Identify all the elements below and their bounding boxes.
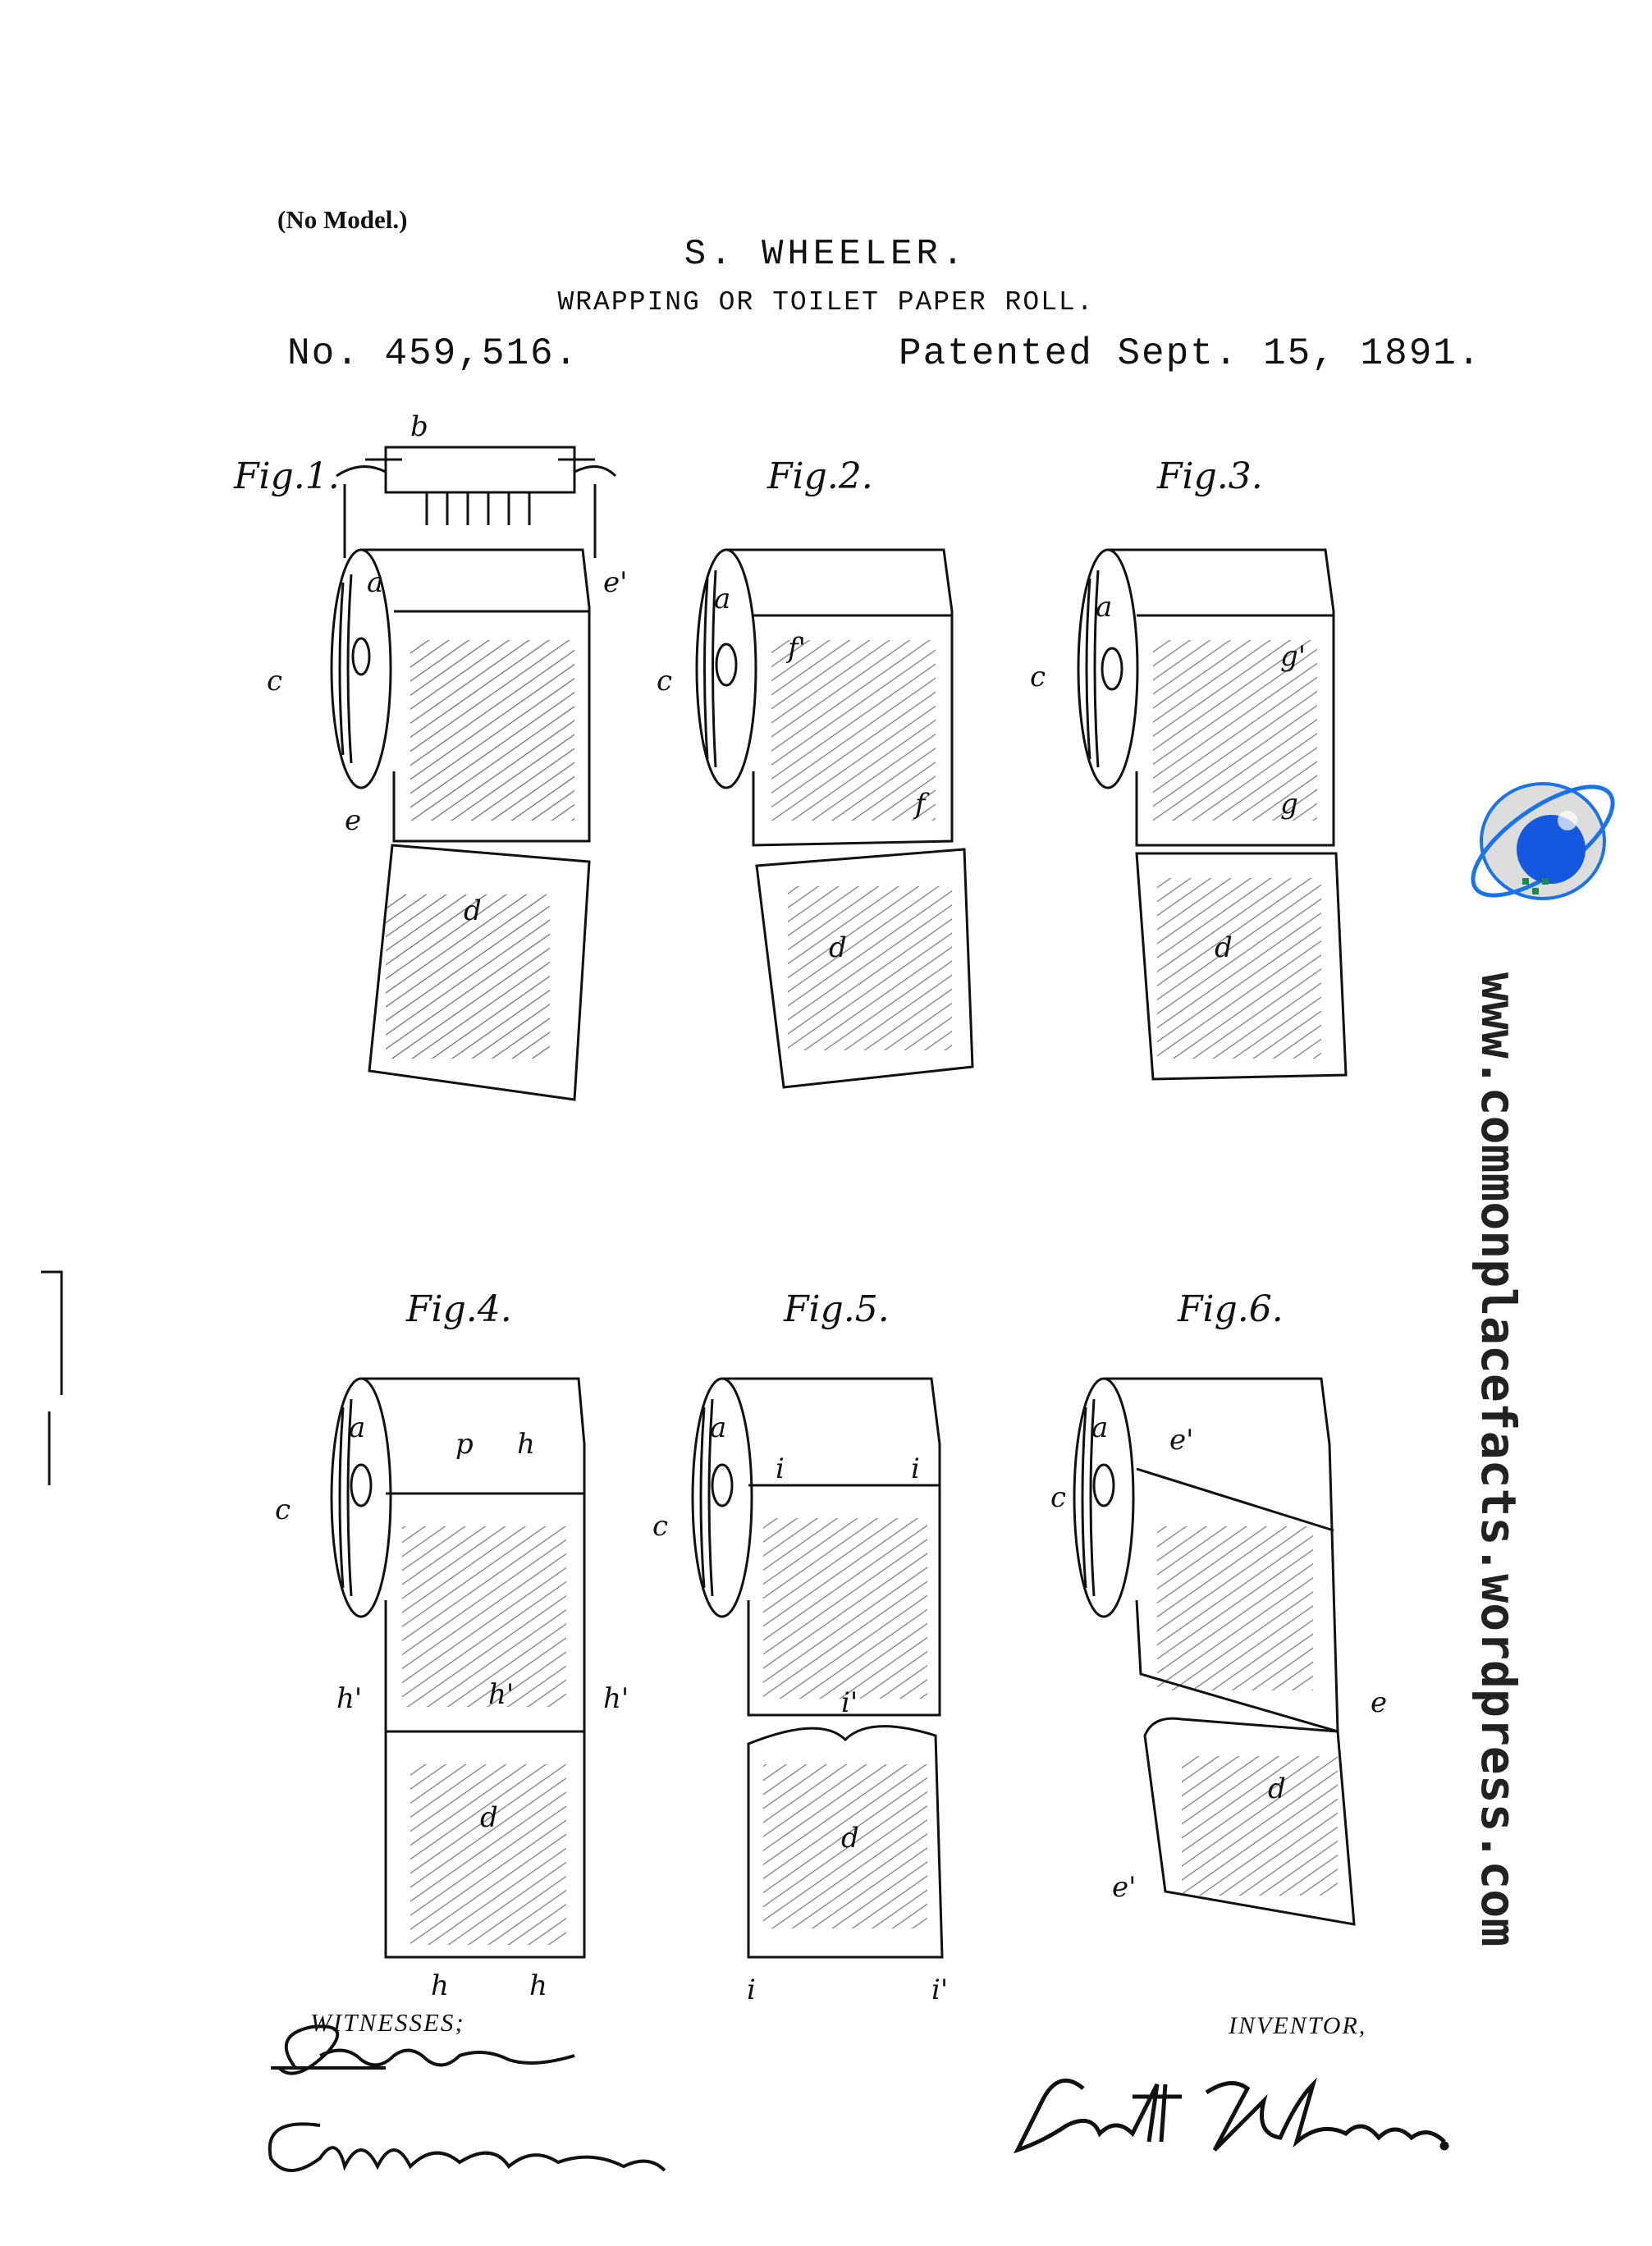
no-model-note: (No Model.) xyxy=(277,205,408,234)
witnesses-label: WITNESSES; xyxy=(310,2008,465,2037)
figure-6-label: Fig.6. xyxy=(1178,1288,1284,1330)
fig1-letter-e: e xyxy=(345,804,362,837)
fig6-letter-c: c xyxy=(1050,1481,1067,1514)
fig1-letter-a: a xyxy=(367,566,384,599)
figure-1-drawing xyxy=(332,447,615,1100)
fig5-letter-d: d xyxy=(841,1822,859,1855)
figure-3-label: Fig.3. xyxy=(1157,455,1263,497)
fig2-letter-f-prime: f' xyxy=(788,632,806,665)
patent-number: No. 459,516. xyxy=(287,332,579,375)
fig3-letter-d: d xyxy=(1215,931,1233,964)
fig4-letter-p: p xyxy=(455,1428,474,1461)
figure-2-label: Fig.2. xyxy=(767,455,873,497)
inventor-signature xyxy=(1018,2080,1447,2150)
fig5-letter-i-right: i xyxy=(911,1452,920,1485)
globe-logo-icon xyxy=(1457,767,1629,915)
fig5-letter-i-left: i xyxy=(776,1452,785,1485)
fig1-letter-b: b xyxy=(410,410,428,443)
fig4-letter-h: h xyxy=(517,1428,535,1461)
inventor-name: S. WHEELER. xyxy=(684,234,968,275)
fig3-letter-c: c xyxy=(1030,661,1046,693)
watermark xyxy=(1469,972,1535,2220)
figure-2-drawing xyxy=(697,550,972,1087)
fig2-letter-a: a xyxy=(714,583,731,615)
fig2-letter-c: c xyxy=(657,665,673,698)
fig5-letter-i-prime-bottom: i' xyxy=(931,1974,949,2006)
fig3-letter-a: a xyxy=(1096,591,1113,624)
fig6-letter-e-prime-top: e' xyxy=(1169,1424,1194,1457)
fig1-letter-e-prime: e' xyxy=(603,566,628,599)
fig6-letter-e: e xyxy=(1371,1686,1388,1719)
figure-1-label: Fig.1. xyxy=(234,455,340,497)
fig5-letter-a: a xyxy=(710,1411,727,1444)
fig4-letter-h-prime-left: h' xyxy=(336,1682,363,1715)
watermark-text: www.commonplacefacts.wordpress.com xyxy=(1471,972,1526,1947)
fig4-letter-h-bottom-right: h xyxy=(529,1969,547,2002)
inventor-label: INVENTOR, xyxy=(1229,2012,1367,2039)
fig4-letter-h-prime-center: h' xyxy=(488,1678,515,1711)
figure-5-drawing xyxy=(693,1379,942,1957)
witness-signature-2 xyxy=(270,2124,665,2171)
fig6-letter-a: a xyxy=(1091,1411,1109,1444)
figure-4-label: Fig.4. xyxy=(406,1288,512,1330)
fig4-letter-c: c xyxy=(275,1494,291,1526)
fig1-letter-c: c xyxy=(267,665,283,698)
fig5-letter-i-bottom: i xyxy=(747,1974,756,2006)
fig2-letter-d: d xyxy=(829,931,847,964)
patent-title: WRAPPING OR TOILET PAPER ROLL. xyxy=(557,287,1095,318)
fig5-letter-c: c xyxy=(652,1510,669,1543)
fig3-letter-g-prime: g' xyxy=(1280,640,1306,673)
figure-4-drawing xyxy=(332,1379,584,1957)
patent-date: Patented Sept. 15, 1891. xyxy=(899,332,1482,375)
fig6-letter-d: d xyxy=(1268,1773,1286,1805)
fig1-letter-d: d xyxy=(464,894,482,927)
fig4-letter-a: a xyxy=(349,1411,366,1444)
fig4-letter-d: d xyxy=(480,1801,498,1834)
fig2-letter-f: f xyxy=(915,788,926,821)
fig4-letter-h-bottom-left: h xyxy=(431,1969,449,2002)
fig5-letter-i-prime: i' xyxy=(841,1686,858,1719)
figure-5-label: Fig.5. xyxy=(784,1288,890,1330)
fig3-letter-g: g xyxy=(1280,788,1298,821)
fig6-letter-e-prime-bottom: e' xyxy=(1112,1871,1137,1904)
fig4-letter-h-prime-right: h' xyxy=(603,1682,629,1715)
figure-6-drawing xyxy=(1074,1379,1354,1924)
figure-3-drawing xyxy=(1078,550,1346,1079)
